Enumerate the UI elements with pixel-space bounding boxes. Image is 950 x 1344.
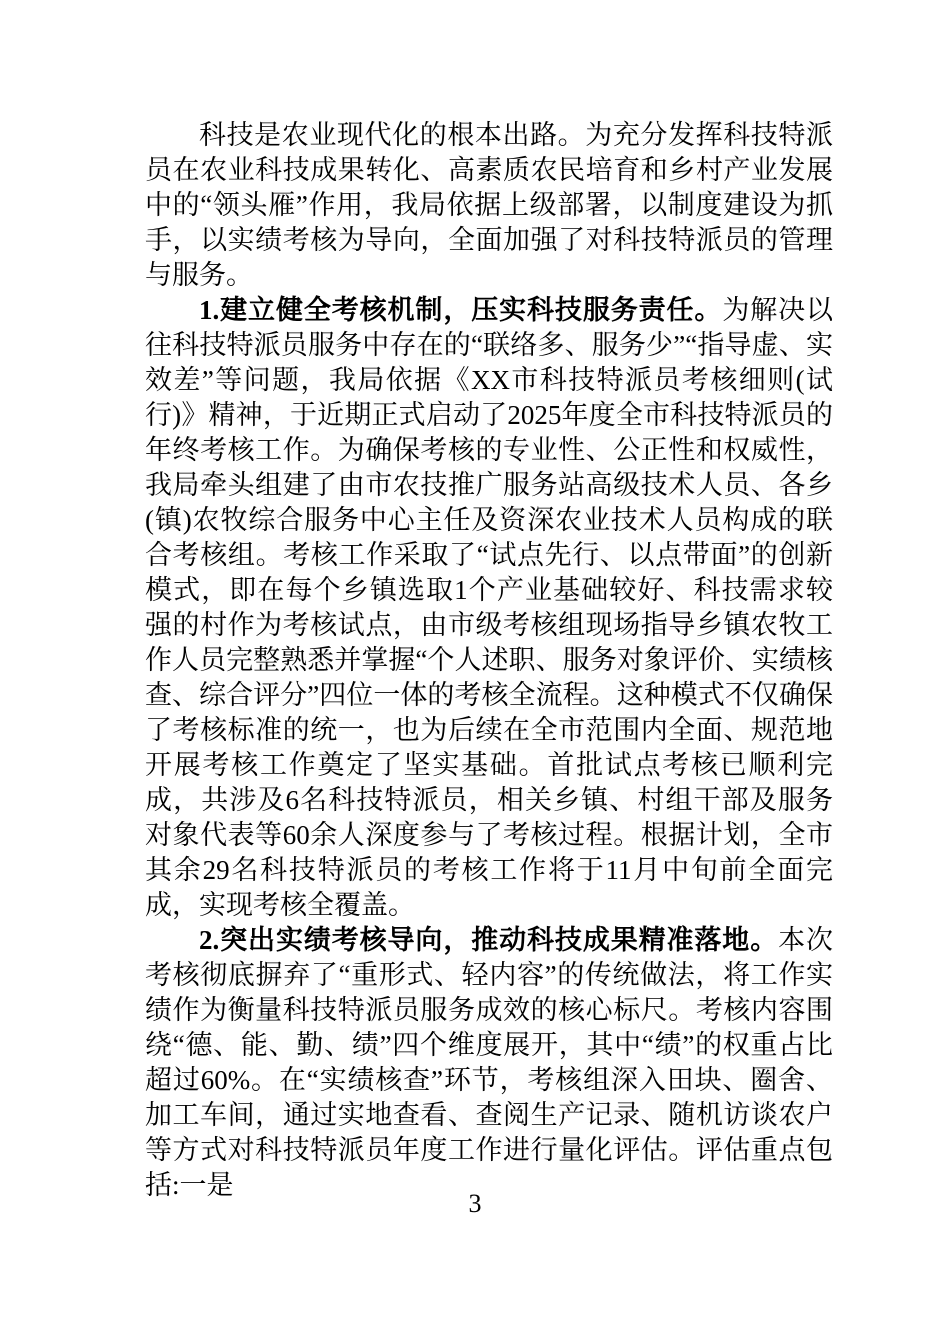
paragraph-section-2 — [145, 923, 833, 1203]
section-1-text: 为解决以往科技特派员服务中存在的“联络多、服务少”“指导虚、实效差”等问题，我局依据《XX市科技特派员考核细则(试行)》精神，于近期正式启动了2025年度全市科技特派员的年终考核工作。为确保考核的专业性、公正性和权威性，我局牵头组建了由市农技推广服务站高级技术人员、各乡(镇)农牧综合服务中心主任及资深农业技术人员构成的联合考核组。考核工作采取了“试点先行、以点带面”的创新模式，即在每个乡镇选取1个产业基础较好、科技需求较强的村作为考核试点，由市级考核组现场指导乡镇农牧工作人员完整熟悉并掌握“个人述职、服务对象评价、实绩核查、综合评分”四位一体的考核全流程。这种模式不仅确保了考核标准的统一，也为后续在全市范围内全面、规范地开展考核工作奠定了坚实基础。首批试点考核已顺利完成，共涉及6名科技特派员，相关乡镇、村组干部及服务对象代表等60余人深度参与了考核过程。根据计划，全市其余29名科技特派员的考核工作将于11月中旬前全面完成，实现考核全覆盖。 — [145, 295, 834, 920]
page-footer — [0, 1188, 950, 1220]
page-number: 3 — [468, 1189, 482, 1218]
section-1-heading: 1.建立健全考核机制，压实科技服务责任。 — [199, 295, 723, 325]
section-2-text: 本次考核彻底摒弃了“重形式、轻内容”的传统做法，将工作实绩作为衡量科技特派员服务成效的核心标尺。考核内容围绕“德、能、勤、绩”四个维度展开，其中“绩”的权重占比超过60%。在“实绩核查”环节，考核组深入田块、圈舍、加工车间，通过实地查看、查阅生产记录、随机访谈农户等方式对科技特派员年度工作进行量化评估。评估重点包括:一是 — [145, 925, 834, 1200]
paragraph-intro — [145, 118, 833, 293]
paragraph-section-1 — [145, 293, 833, 923]
document-body — [145, 118, 833, 1203]
paragraph-intro-text: 科技是农业现代化的根本出路。为充分发挥科技特派员在农业科技成果转化、高素质农民培育和乡村产业发展中的“领头雁”作用，我局依据上级部署，以制度建设为抓手，以实绩考核为导向，全面加强了对科技特派员的管理与服务。 — [145, 120, 833, 290]
section-2-heading: 2.突出实绩考核导向，推动科技成果精准落地。 — [199, 925, 779, 955]
